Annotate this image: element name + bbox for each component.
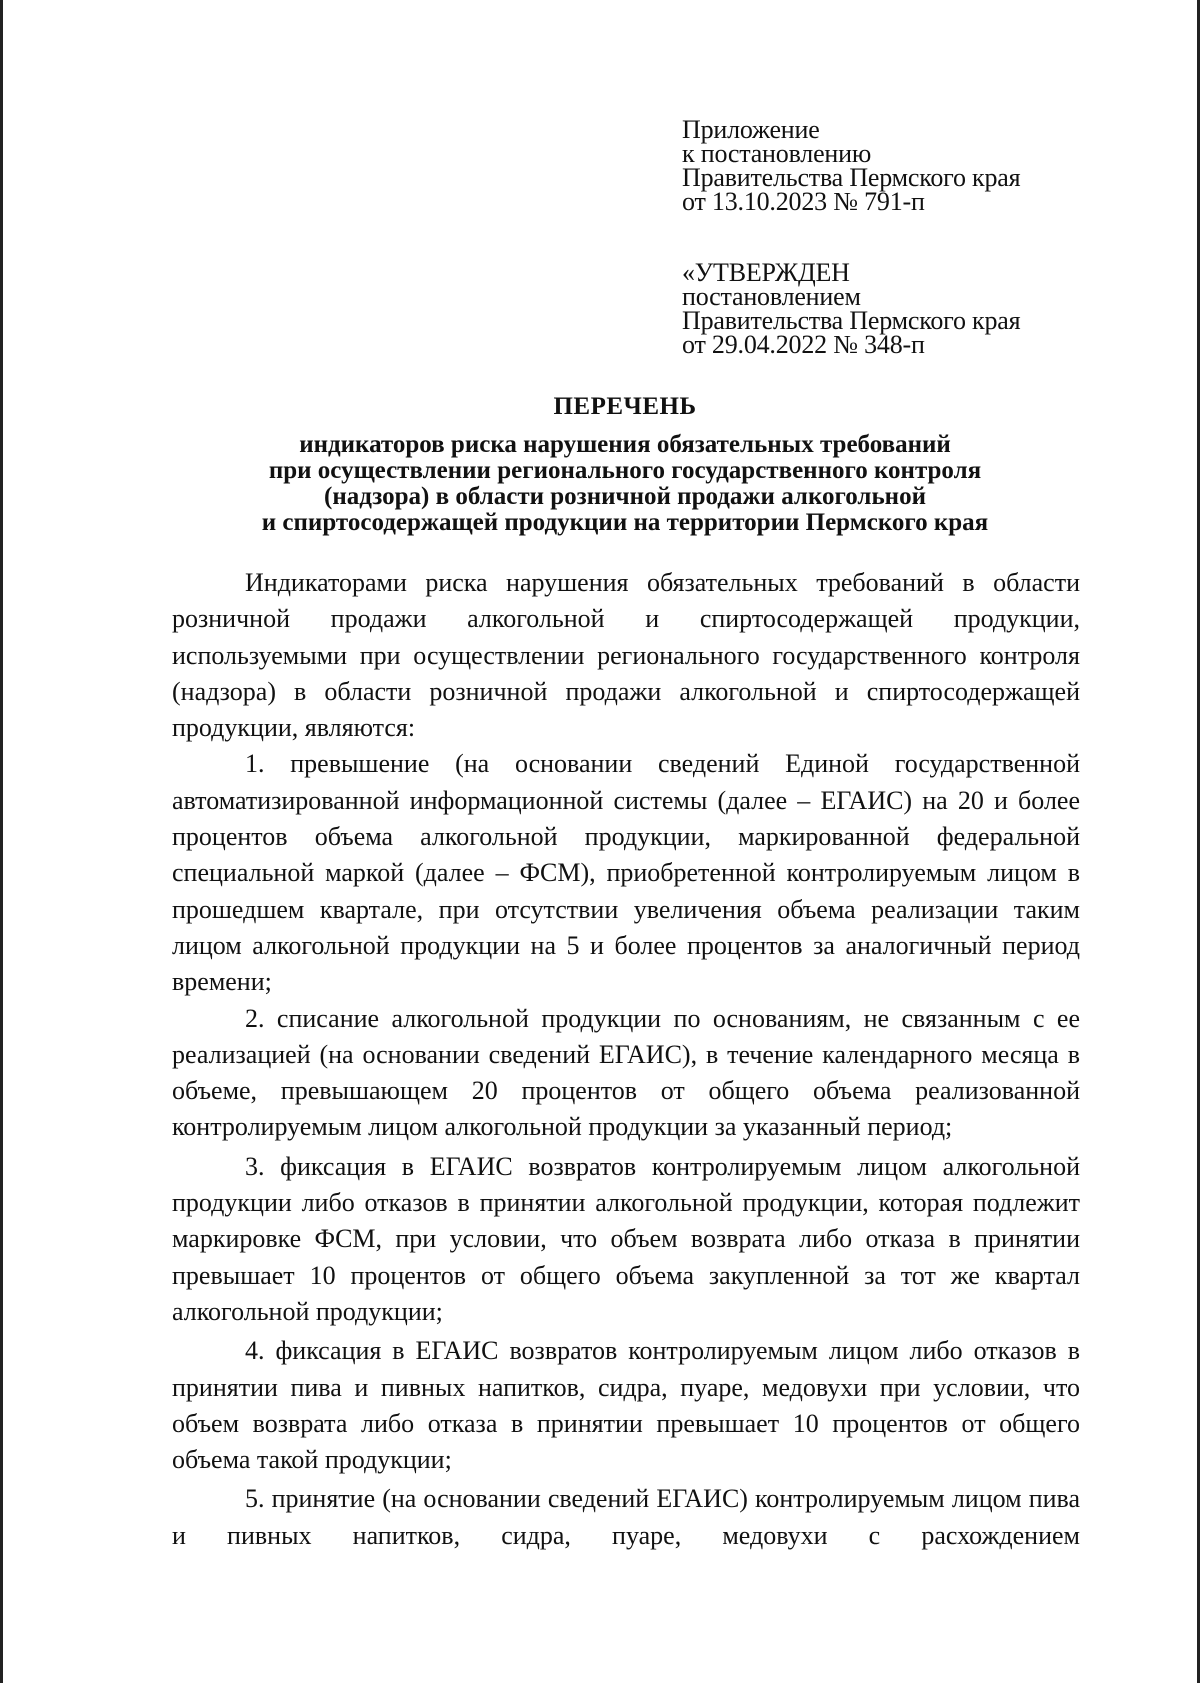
appendix-header: [682, 115, 1021, 216]
appendix-line-4: от 13.10.2023 № 791-п: [682, 187, 925, 216]
subtitle-line-3: (надзора) в области розничной продажи алкогольной: [324, 483, 926, 510]
scan-edge-left: [0, 0, 3, 1683]
approval-stamp-text: [682, 258, 1021, 359]
indicator-item-5: 5. принятие (на основании сведений ЕГАИС) контролируемым лицом пива и пивных напитков, сидра, пуаре, медовухи с расхождением: [172, 1484, 1080, 1550]
indicator-item-3: 3. фиксация в ЕГАИС возвратов контролируемым лицом алкогольной продукции либо отказов в принятии алкогольной продукции, которая подлежит маркировке ФСМ, при условии, что объем возврата либо отказа в принятии превышает 10 процентов от общего объема закупленной за тот же квартал алкогольной продукции;: [172, 1151, 1080, 1326]
appendix-line-3: Правительства Пермского края: [682, 163, 1021, 192]
subtitle-line-4: и спиртосодержащей продукции на территории Пермского края: [261, 509, 989, 536]
document-subtitle: [170, 432, 1080, 536]
document-body: [172, 565, 1080, 1554]
subtitle-line-2: при осуществлении регионального государственного контроля: [268, 457, 982, 484]
approved-line-2: постановлением: [682, 282, 861, 311]
approved-line-3: Правительства Пермского края: [682, 306, 1021, 335]
intro-paragraph: Индикаторами риска нарушения обязательных требований в области розничной продажи алкогольной и спиртосодержащей продукции, используемыми при осуществлении регионального государственного контроля (надзора) в области розничной продажи алкогольной и спиртосодержащей продукции, являются:: [172, 568, 1080, 743]
appendix-line-1: Приложение: [682, 115, 820, 144]
indicator-item-4: 4. фиксация в ЕГАИС возвратов контролируемым лицом либо отказов в принятии пива и пивных напитков, сидра, пуаре, медовухи при условии, что объем возврата либо отказа в принятии превышает 10 процентов от общего объема такой продукции;: [172, 1336, 1080, 1475]
approved-line-1: «УТВЕРЖДЕН: [682, 258, 850, 287]
appendix-line-2: к постановлению: [682, 139, 872, 168]
indicator-item-2: 2. списание алкогольной продукции по основаниям, не связанным с ее реализацией (на основании сведений ЕГАИС), в течение календарного месяца в объеме, превышающем 20 процентов от общего объема реализованной контролируемым лицом алкогольной продукции за указанный период;: [172, 1003, 1080, 1142]
document-title: ПЕРЕЧЕНЬ: [553, 393, 697, 420]
indicator-item-1: 1. превышение (на основании сведений Единой государственной автоматизированной информационной системы (далее – ЕГАИС) на 20 и более процентов объема алкогольной продукции, маркированной федеральной специальной маркой (далее – ФСМ), приобретенной контролируемым лицом в прошедшем квартале, при отсутствии увеличения объема реализации таким лицом алкогольной продукции на 5 и более процентов за аналогичный период времени;: [172, 749, 1080, 997]
subtitle-line-1: индикаторов риска нарушения обязательных требований: [299, 431, 951, 458]
approved-line-4: от 29.04.2022 № 348-п: [682, 330, 925, 359]
